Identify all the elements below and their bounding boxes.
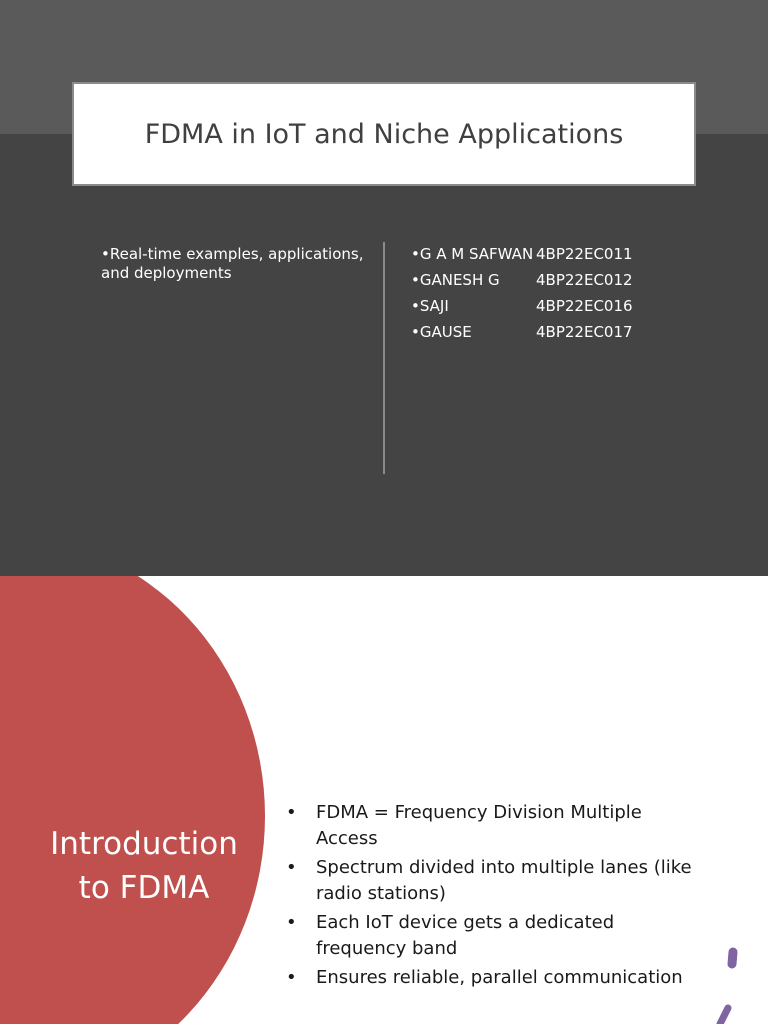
member-name: •GANESH G [411, 271, 500, 289]
member-id: 4BP22EC012 [536, 271, 633, 289]
team-member-list [411, 245, 711, 349]
title-box [72, 82, 696, 186]
intro-slide [0, 576, 768, 1024]
column-divider [383, 242, 385, 474]
bullet-dot: • [286, 912, 297, 933]
bullet-item [286, 910, 706, 962]
team-member [411, 297, 711, 323]
bullet-dot: • [286, 857, 297, 878]
member-name: •SAJI [411, 297, 449, 315]
member-name: •GAUSE [411, 323, 472, 341]
member-name: •G A M SAFWAN [411, 245, 534, 263]
bullet-dot: • [286, 967, 297, 988]
member-id: 4BP22EC017 [536, 323, 633, 341]
bullet-text: Spectrum divided into multiple lanes (like radio stations) [316, 857, 692, 904]
team-member [411, 271, 711, 297]
bullet-dot: • [286, 802, 297, 823]
bullet-item [286, 855, 706, 907]
bullet-text: Ensures reliable, parallel communication [316, 967, 683, 988]
slide-subtitle: •Real-time examples, applications, and deployments [101, 245, 364, 282]
bullet-list [286, 800, 706, 994]
red-circle-decoration [0, 576, 265, 1024]
purple-stroke-decoration [700, 936, 768, 1024]
slide-title: FDMA in IoT and Niche Applications [144, 118, 624, 150]
bullet-text: FDMA = Frequency Division Multiple Access [316, 802, 642, 849]
team-member [411, 245, 711, 271]
bullet-item [286, 965, 706, 991]
bullet-item [286, 800, 706, 852]
section-title: Introduction to FDMA [50, 826, 238, 906]
team-member [411, 323, 711, 349]
bullet-text: Each IoT device gets a dedicated frequency band [316, 912, 615, 959]
member-id: 4BP22EC016 [536, 297, 633, 315]
member-id: 4BP22EC011 [536, 245, 633, 263]
